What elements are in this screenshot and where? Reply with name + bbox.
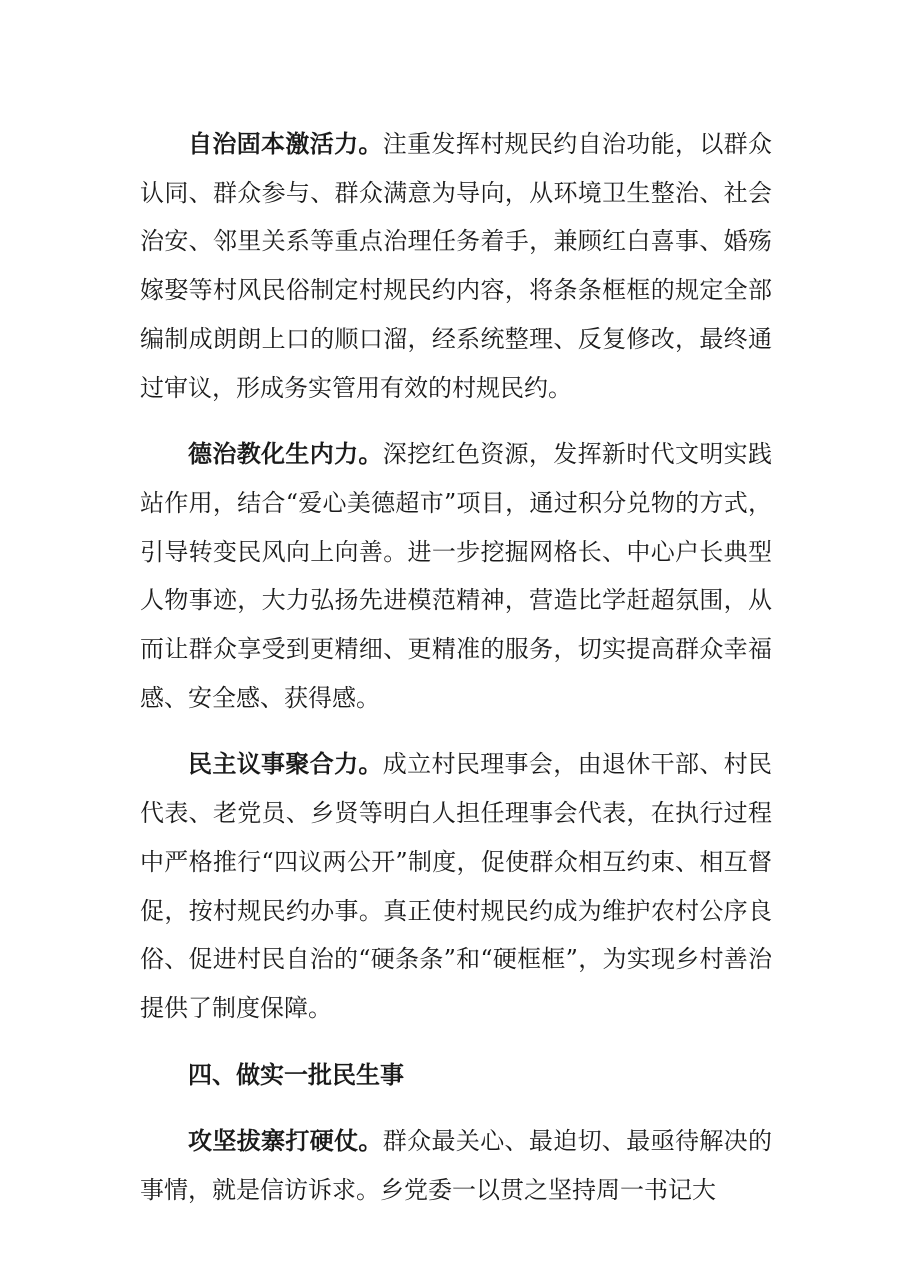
document-page [140, 120, 772, 1233]
paragraph-body: 群众最关心、最迫切、最亟待解决的事情，就是信访诉求。乡党委一以贯之坚持周一书记大 [140, 1127, 773, 1205]
paragraph-body: 深挖红色资源，发挥新时代文明实践站作用，结合“爱心美德超市”项目，通过积分兑物的方式，引导转变民风向上向善。进一步挖掘网格长、中心户长典型人物事迹，大力弘扬先进模范精神，营造比学赶超氛围，从而让群众享受到更精细、更精准的服务，切实提高群众幸福感、安全感、获得感。 [140, 440, 773, 712]
paragraph-body: 注重发挥村规民约自治功能，以群众认同、群众参与、群众满意为导向，从环境卫生整治、社会治安、邻里关系等重点治理任务着手，兼顾红白喜事、婚殇嫁娶等村风民俗制定村规民约内容，将条条框框的规定全部编制成朗朗上口的顺口溜，经系统整理、反复修改，最终通过审议，形成务实管用有效的村规民约。 [140, 130, 773, 402]
paragraph-moral-governance [140, 430, 772, 722]
paragraph-tough-battle [140, 1117, 772, 1214]
paragraph-lead: 攻坚拔寨打硬仗。 [188, 1127, 383, 1156]
paragraph-body: 成立村民理事会，由退休干部、村民代表、老党员、乡贤等明白人担任理事会代表，在执行过程中严格推行“四议两公开”制度，促使群众相互约束、相互督促，按村规民约办事。真正使村规民约成为维护农村公序良俗、促进村民自治的“硬条条”和“硬框框”，为实现乡村善治提供了制度保障。 [140, 750, 773, 1022]
paragraph-self-governance [140, 120, 772, 412]
paragraph-lead: 德治教化生内力。 [188, 440, 383, 469]
paragraph-lead: 民主议事聚合力。 [188, 750, 383, 779]
paragraph-democratic-deliberation [140, 740, 772, 1032]
section-heading: 四、做实一批民生事 [188, 1060, 404, 1089]
paragraph-lead: 自治固本激活力。 [188, 130, 383, 158]
